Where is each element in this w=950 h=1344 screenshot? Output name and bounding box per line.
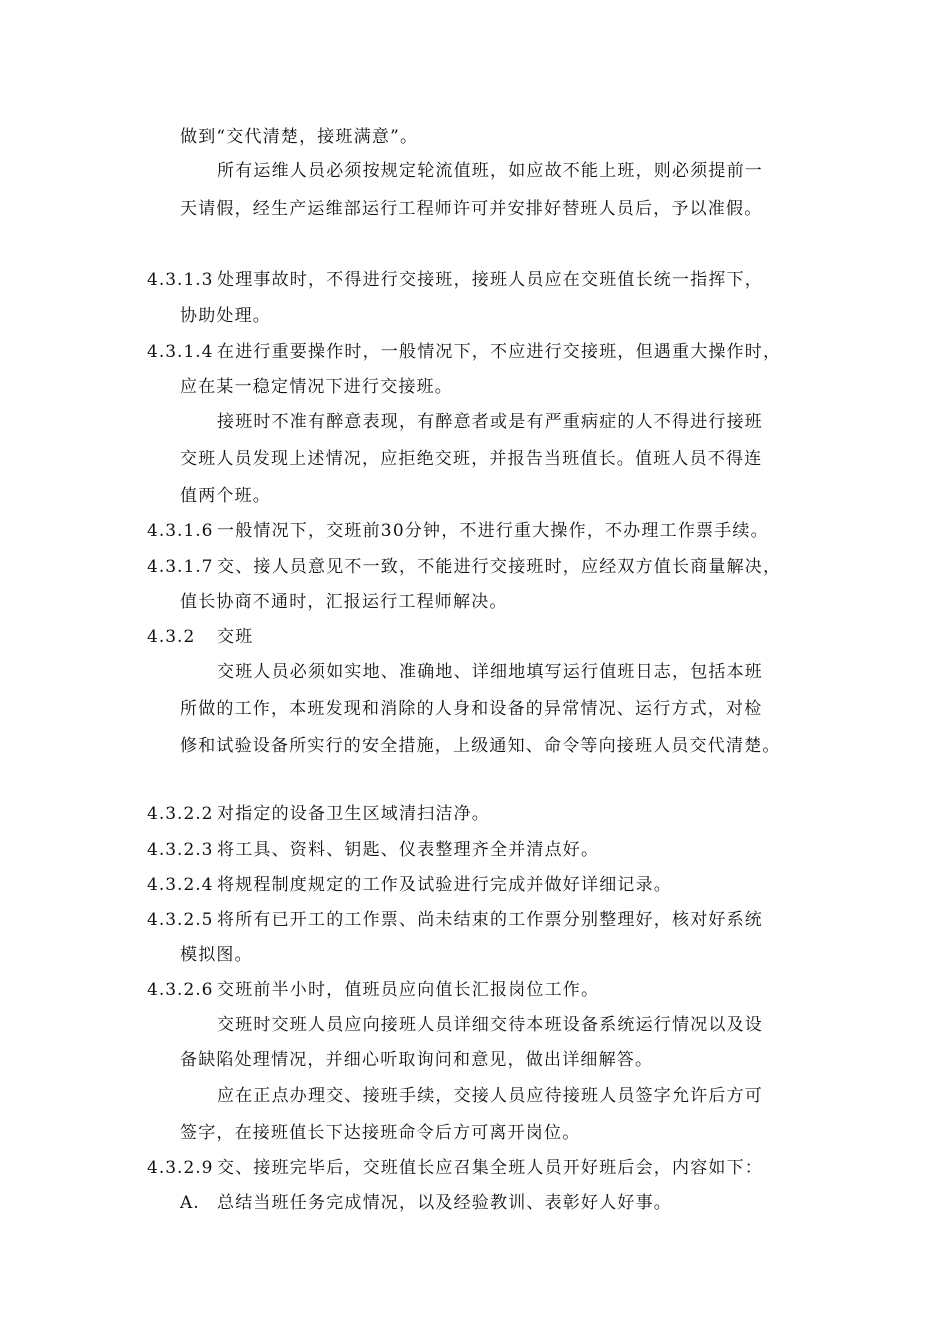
text-line: 交班前半小时，值班员应向值长汇报岗位工作。: [217, 980, 600, 1000]
text-line: 一般情况下，交班前30分钟，不进行重大操作，不办理工作票手续。: [217, 521, 769, 541]
text-line: 模拟图。: [180, 945, 253, 965]
text-line: 交、接班完毕后，交班值长应召集全班人员开好班后会，内容如下：: [217, 1158, 763, 1178]
text-line: 将所有已开工的工作票、尚未结束的工作票分别整理好，核对好系统: [217, 910, 763, 930]
section-number: 4.3.1.3: [147, 270, 214, 290]
section-number: 4.3.2.9: [147, 1158, 214, 1178]
text-line: 天请假，经生产运维部运行工程师许可并安排好替班人员后，予以准假。: [180, 199, 763, 219]
section-number: 4.3.1.7: [147, 557, 214, 577]
text-line: 处理事故时，不得进行交接班，接班人员应在交班值长统一指挥下，: [217, 270, 763, 290]
text-line: 总结当班任务完成情况，以及经验教训、表彰好人好事。: [217, 1193, 672, 1213]
text-line: 交班时交班人员应向接班人员详细交待本班设备系统运行情况以及设: [217, 1015, 763, 1035]
section-number: 4.3.2.2: [147, 804, 214, 824]
text-line: 将规程制度规定的工作及试验进行完成并做好详细记录。: [217, 875, 672, 895]
text-line: 接班时不准有醉意表现，有醉意者或是有严重病症的人不得进行接班: [217, 412, 763, 432]
section-heading: 交班: [217, 627, 254, 647]
text-line: 交班人员发现上述情况，应拒绝交班，并报告当班值长。值班人员不得连: [180, 449, 763, 469]
list-marker: A.: [180, 1193, 200, 1213]
section-number: 4.3.2.5: [147, 910, 214, 930]
text-line: 对指定的设备卫生区域清扫洁净。: [217, 804, 490, 824]
text-line: 所有运维人员必须按规定轮流值班，如应故不能上班，则必须提前一: [217, 161, 763, 181]
text-line: 做到“交代清楚，接班满意”。: [180, 127, 419, 147]
section-number: 4.3.2: [147, 627, 196, 647]
text-line: 应在某一稳定情况下进行交接班。: [180, 377, 453, 397]
text-line: 备缺陷处理情况，并细心听取询问和意见，做出详细解答。: [180, 1050, 654, 1070]
text-line: 签字，在接班值长下达接班命令后方可离开岗位。: [180, 1123, 581, 1143]
section-number: 4.3.2.4: [147, 875, 214, 895]
section-number: 4.3.1.6: [147, 521, 214, 541]
text-line: 修和试验设备所实行的安全措施，上级通知、命令等向接班人员交代清楚。: [180, 736, 781, 756]
text-line: 所做的工作，本班发现和消除的人身和设备的异常情况、运行方式，对检: [180, 699, 763, 719]
text-line: 协助处理。: [180, 306, 271, 326]
text-line: 值长协商不通时，汇报运行工程师解决。: [180, 592, 508, 612]
text-line: 将工具、资料、钥匙、仪表整理齐全并清点好。: [217, 840, 600, 860]
text-line: 交、接人员意见不一致，不能进行交接班时，应经双方值长商量解决，: [217, 557, 782, 577]
text-line: 值两个班。: [180, 486, 271, 506]
text-line: 交班人员必须如实地、准确地、详细地填写运行值班日志，包括本班: [217, 662, 763, 682]
section-number: 4.3.1.4: [147, 342, 214, 362]
section-number: 4.3.2.3: [147, 840, 214, 860]
text-line: 在进行重要操作时，一般情况下，不应进行交接班，但遇重大操作时，: [217, 342, 782, 362]
text-line: 应在正点办理交、接班手续，交接人员应待接班人员签字允许后方可: [217, 1086, 763, 1106]
section-number: 4.3.2.6: [147, 980, 214, 1000]
